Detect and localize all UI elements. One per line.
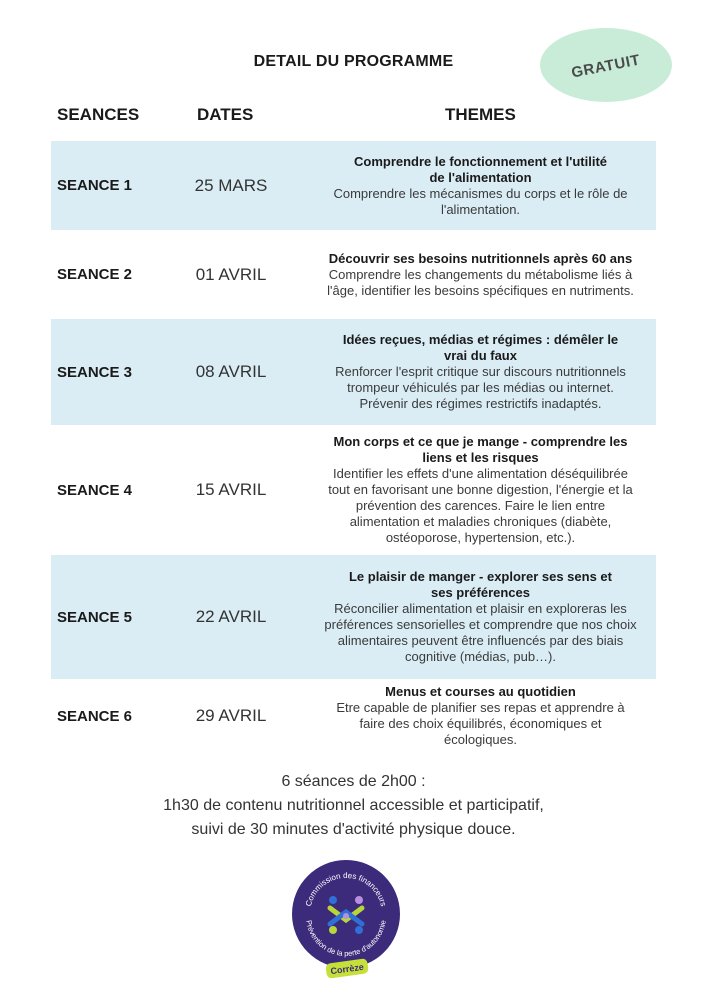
seance-date: 08 AVRIL bbox=[195, 362, 267, 381]
header-themes: THEMES bbox=[445, 105, 516, 124]
seance-label: SEANCE 4 bbox=[57, 481, 133, 499]
program-summary bbox=[0, 770, 707, 842]
seance-date: 25 MARS bbox=[194, 175, 268, 195]
logo-ribbon-label: Corrèze bbox=[329, 961, 365, 977]
theme-title-line: Découvrir ses besoins nutritionnels après 60 ans bbox=[328, 250, 633, 266]
theme-desc-line: Réconcilier alimentation et plaisir en exploreras les bbox=[334, 601, 627, 616]
theme-desc-line: l'alimentation. bbox=[440, 201, 521, 217]
table-row bbox=[51, 679, 656, 753]
theme-desc-line: Comprendre les changements du métabolisme liés à bbox=[328, 266, 633, 282]
seance-label: SEANCE 5 bbox=[57, 608, 133, 626]
theme-desc-line: l'âge, identifier les besoins spécifiques en nutriments. bbox=[327, 282, 634, 298]
theme-desc-line: alimentaires peuvent être influencés par des biais bbox=[337, 633, 624, 648]
seance-label: SEANCE 2 bbox=[57, 266, 133, 283]
theme-desc-line: tout en favorisant une bonne digestion, l'énergie et la bbox=[328, 482, 633, 497]
logo-arc-bottom: Prévention de la perte d'autonomie bbox=[304, 919, 388, 959]
seance-theme bbox=[305, 434, 656, 546]
commission-financeurs-logo bbox=[290, 858, 402, 984]
logo-arc-top: Commission des financeurs bbox=[303, 870, 389, 908]
theme-desc-line: alimentation et maladies chroniques (diabète, bbox=[349, 514, 612, 529]
theme-desc-line: Identifier les effets d'une alimentation déséquilibrée bbox=[333, 466, 628, 481]
header-seances: SEANCES bbox=[57, 105, 140, 124]
header-dates: DATES bbox=[197, 105, 254, 124]
theme-title-line: Comprendre le fonctionnement et l'utilité bbox=[354, 153, 607, 169]
theme-title-line: Menus et courses au quotidien bbox=[385, 684, 576, 699]
summary-line: suivi de 30 minutes d'activité physique douce. bbox=[191, 821, 516, 838]
theme-desc-line: Prévenir des régimes restrictifs inadaptés. bbox=[359, 396, 602, 411]
theme-title-line: liens et les risques bbox=[422, 450, 539, 465]
seance-label: SEANCE 1 bbox=[57, 177, 133, 194]
theme-desc-line: prévention des carences. Faire le lien entre bbox=[355, 498, 606, 513]
theme-desc-line: Etre capable de planifier ses repas et apprendre à bbox=[336, 700, 625, 715]
seance-theme bbox=[305, 332, 656, 412]
table-row bbox=[51, 555, 656, 679]
gratuit-badge-label: GRATUIT bbox=[570, 51, 642, 81]
theme-desc-line: trompeur véhiculés par les médias ou internet. bbox=[347, 380, 614, 395]
theme-title-line: Mon corps et ce que je mange - comprendre les bbox=[333, 434, 628, 449]
theme-title-line: ses préférences bbox=[430, 585, 530, 600]
table-row bbox=[51, 141, 656, 230]
theme-title-line: de l'alimentation bbox=[429, 169, 532, 185]
summary-line: 1h30 de contenu nutritionnel accessible et participatif, bbox=[163, 797, 544, 814]
gratuit-badge bbox=[540, 28, 672, 102]
seance-date: 01 AVRIL bbox=[195, 264, 267, 284]
table-row bbox=[51, 230, 656, 319]
summary-line: 6 séances de 2h00 : bbox=[281, 773, 426, 790]
theme-desc-line: Comprendre les mécanismes du corps et le rôle de bbox=[333, 185, 628, 201]
table-row bbox=[51, 425, 656, 555]
seance-date: 22 AVRIL bbox=[195, 607, 267, 626]
seance-label: SEANCE 3 bbox=[57, 363, 133, 381]
program-table bbox=[51, 141, 656, 753]
seance-theme bbox=[305, 569, 656, 665]
seance-label: SEANCE 6 bbox=[57, 707, 133, 725]
seance-date: 29 AVRIL bbox=[195, 706, 267, 725]
theme-desc-line: ostéoporose, hypertension, etc.). bbox=[385, 530, 576, 545]
page-title: DETAIL DU PROGRAMME bbox=[253, 53, 454, 70]
theme-title-line: vrai du faux bbox=[444, 348, 517, 363]
theme-desc-line: Renforcer l'esprit critique sur discours nutritionnels bbox=[335, 364, 626, 379]
theme-desc-line: cognitive (médias, pub…). bbox=[404, 649, 556, 664]
seance-theme bbox=[305, 684, 656, 748]
theme-title-line: Le plaisir de manger - explorer ses sens et bbox=[348, 569, 612, 584]
theme-title-line: Idées reçues, médias et régimes : démêler le bbox=[342, 332, 619, 347]
theme-desc-line: faire des choix équilibrés, économiques et bbox=[359, 716, 602, 731]
theme-desc-line: préférences sensorielles et comprendre que nos choix bbox=[324, 617, 637, 632]
seance-theme bbox=[305, 251, 656, 299]
seance-theme bbox=[305, 154, 656, 218]
seance-date: 15 AVRIL bbox=[195, 480, 267, 499]
theme-desc-line: écologiques. bbox=[444, 732, 517, 747]
table-row bbox=[51, 319, 656, 425]
